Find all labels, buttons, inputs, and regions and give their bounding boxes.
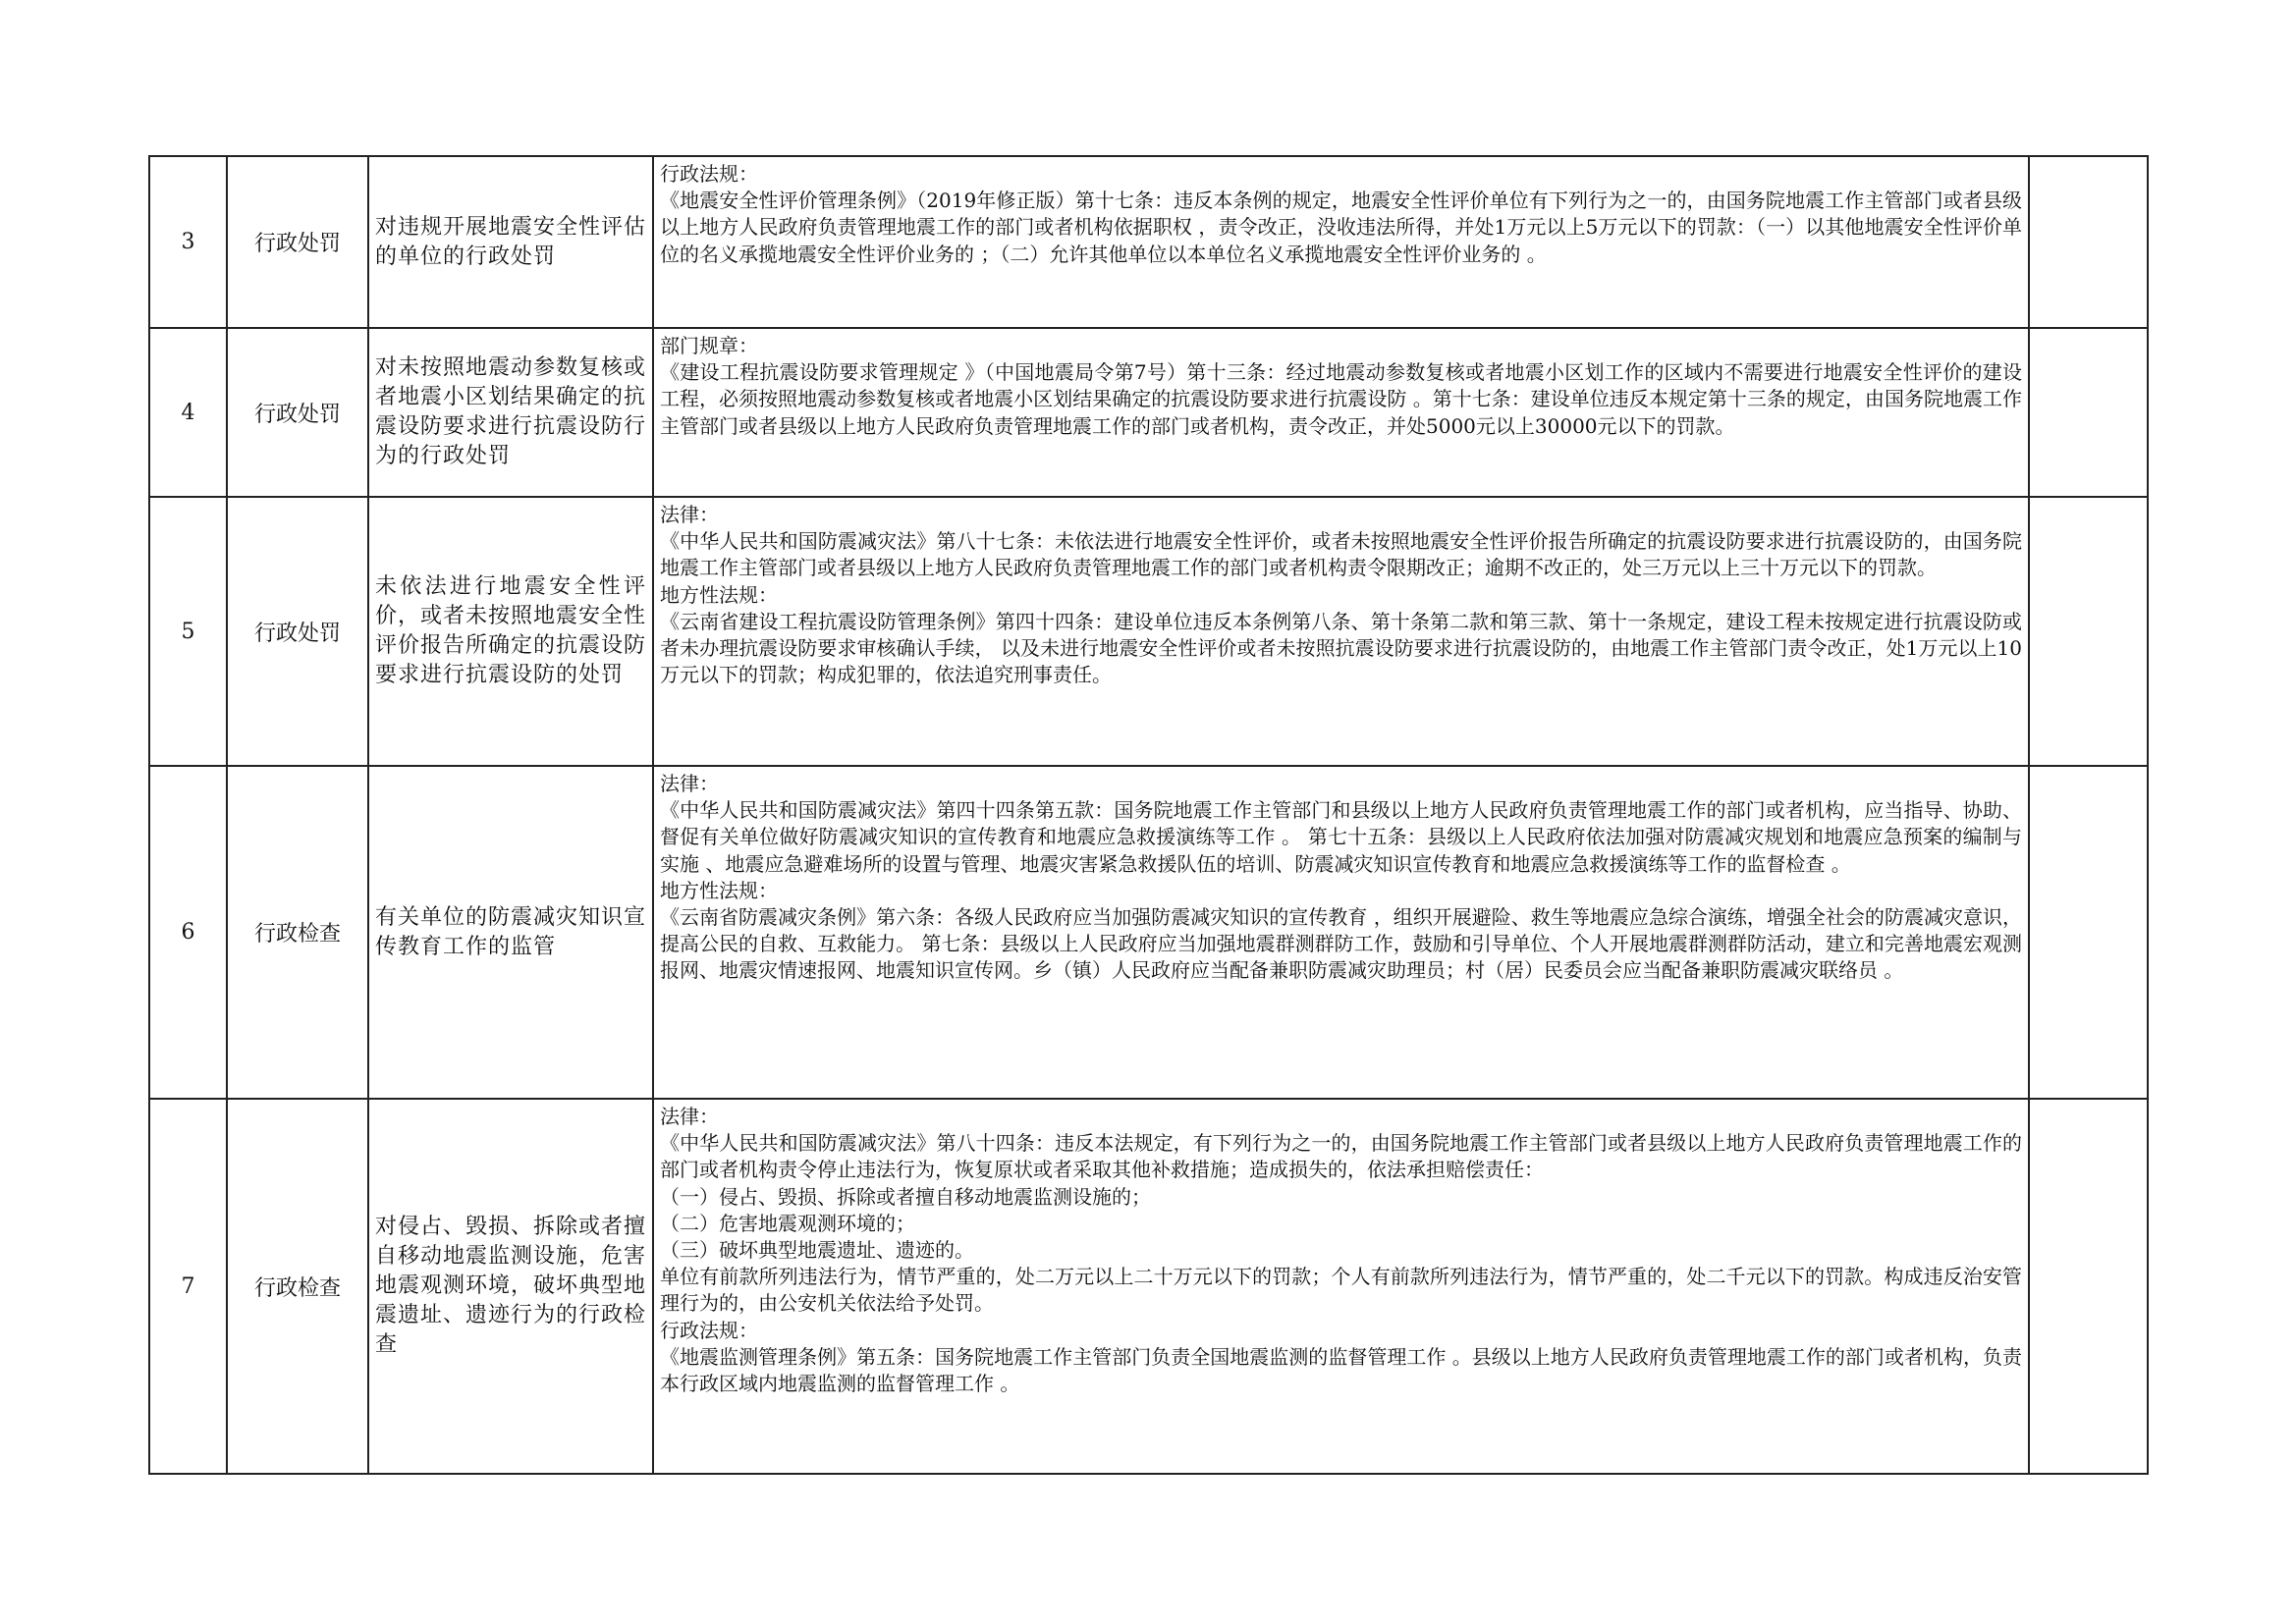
row-note bbox=[2029, 497, 2148, 766]
row-basis bbox=[653, 766, 2029, 1099]
basis-line: 《地震监测管理条例》第五条：国务院地震工作主管部门负责全国地震监测的监督管理工作 。县级以上地方人民政府负责管理地震工作的部门或者机构，负责本行政区域内地震监测的监督管理工作 。 bbox=[660, 1344, 2022, 1396]
document-page bbox=[148, 155, 2147, 1475]
basis-line: 法律： bbox=[660, 772, 719, 795]
row-item: 对违规开展地震安全性评估的单位的行政处罚 bbox=[368, 156, 653, 328]
row-type: 行政处罚 bbox=[227, 497, 368, 766]
row-type: 行政检查 bbox=[227, 1099, 368, 1474]
table-row bbox=[149, 1099, 2148, 1474]
table-row bbox=[149, 156, 2148, 328]
row-note bbox=[2029, 1099, 2148, 1474]
table-row bbox=[149, 766, 2148, 1099]
row-basis bbox=[653, 328, 2029, 497]
row-basis bbox=[653, 1099, 2029, 1474]
basis-line: 部门规章： bbox=[660, 334, 758, 357]
basis-line: 地方性法规： bbox=[660, 878, 778, 902]
table-row bbox=[149, 328, 2148, 497]
basis-line: 地方性法规： bbox=[660, 582, 778, 607]
basis-line: 《云南省防震减灾条例》第六条：各级人民政府应当加强防震减灾知识的宣传教育 ，组织开展避险、救生等地震应急综合演练，增强全社会的防震减灾意识，提高公民的自救、互救能力。 第七条：县级以上人民政府应当加强地震群测群防工作，鼓励和引导单位、个人开展地震群测群防活动，建立和完善地震宏观测报网、地震灾情速报网、地震知识宣传网。乡（镇）人民政府应当配备兼职防震减灾助理员；村（居）民委员会应当配备兼职防震减灾联络员 。 bbox=[660, 905, 2022, 983]
basis-line: 《中华人民共和国防震减灾法》第八十四条：违反本法规定，有下列行为之一的，由国务院地震工作主管部门或者县级以上地方人民政府负责管理地震工作的部门或者机构责令停止违法行为，恢复原状或者采取其他补救措施；造成损失的，依法承担赔偿责任： bbox=[660, 1131, 2022, 1182]
basis-line: 法律： bbox=[660, 1105, 719, 1128]
row-type: 行政处罚 bbox=[227, 156, 368, 328]
row-item: 对侵占、毁损、拆除或者擅自移动地震监测设施，危害地震观测环境，破坏典型地震遗址、遗迹行为的行政检查 bbox=[368, 1099, 653, 1474]
basis-line: 《地震安全性评价管理条例》（2019年修正版）第十七条：违反本条例的规定，地震安全性评价单位有下列行为之一的，由国务院地震工作主管部门或者县级以上地方人民政府负责管理地震工作的部门或者机构依据职权 ，责令改正，没收违法所得，并处1万元以上5万元以下的罚款：（一）以其他地震安全性评价单位的名义承揽地震安全性评价业务的 ；（二）允许其他单位以本单位名义承揽地震安全性评价业务的 。 bbox=[660, 189, 2022, 266]
row-item: 有关单位的防震减灾知识宣传教育工作的监管 bbox=[368, 766, 653, 1099]
row-note bbox=[2029, 156, 2148, 328]
row-note bbox=[2029, 766, 2148, 1099]
basis-line: （三）破坏典型地震遗址、遗迹的。 bbox=[660, 1238, 974, 1263]
row-item: 未依法进行地震安全性评价，或者未按照地震安全性评价报告所确定的抗震设防要求进行抗震设防的处罚 bbox=[368, 497, 653, 766]
row-number: 6 bbox=[149, 766, 227, 1099]
row-type: 行政检查 bbox=[227, 766, 368, 1099]
basis-line: （一）侵占、毁损、拆除或者擅自移动地震监测设施的； bbox=[660, 1184, 1151, 1209]
table-row bbox=[149, 497, 2148, 766]
basis-line: 单位有前款所列违法行为，情节严重的，处二万元以上二十万元以下的罚款；个人有前款所列违法行为，情节严重的，处二千元以下的罚款。构成违反治安管理行为的，由公安机关依法给予处罚。 bbox=[660, 1265, 2022, 1316]
basis-line: 《中华人民共和国防震减灾法》第四十四条第五款：国务院地震工作主管部门和县级以上地方人民政府负责管理地震工作的部门或者机构，应当指导、协助、督促有关单位做好防震减灾知识的宣传教育和地震应急救援演练等工作 。 第七十五条：县级以上人民政府依法加强对防震减灾规划和地震应急预案的编制与实施 、地震应急避难场所的设置与管理、地震灾害紧急救援队伍的培训、防震减灾知识宣传教育和地震应急救援演练等工作的监督检查 。 bbox=[660, 798, 2022, 876]
row-item: 对未按照地震动参数复核或者地震小区划结果确定的抗震设防要求进行抗震设防行为的行政处罚 bbox=[368, 328, 653, 497]
enforcement-table bbox=[148, 155, 2149, 1475]
row-note bbox=[2029, 328, 2148, 497]
row-basis bbox=[653, 497, 2029, 766]
row-number: 7 bbox=[149, 1099, 227, 1474]
basis-line: 行政法规： bbox=[660, 1318, 758, 1342]
basis-line: 《云南省建设工程抗震设防管理条例》第四十四条：建设单位违反本条例第八条、第十条第二款和第三款、第十一条规定，建设工程未按规定进行抗震设防或者未办理抗震设防要求审核确认手续， 以及未进行地震安全性评价或者未按照抗震设防要求进行抗震设防的，由地震工作主管部门责令改正，处1万元以上10万元以下的罚款；构成犯罪的，依法追究刑事责任。 bbox=[660, 609, 2022, 687]
basis-line: 《中华人民共和国防震减灾法》第八十七条：未依法进行地震安全性评价，或者未按照地震安全性评价报告所确定的抗震设防要求进行抗震设防的，由国务院地震工作主管部门或者县级以上地方人民政府负责管理地震工作的部门或者机构责令限期改正；逾期不改正的，处三万元以上三十万元以下的罚款。 bbox=[660, 529, 2022, 580]
row-number: 3 bbox=[149, 156, 227, 328]
row-basis bbox=[653, 156, 2029, 328]
basis-line: 法律： bbox=[660, 503, 719, 526]
row-number: 4 bbox=[149, 328, 227, 497]
basis-line: 行政法规： bbox=[660, 162, 758, 186]
row-number: 5 bbox=[149, 497, 227, 766]
basis-line: （二）危害地震观测环境的； bbox=[660, 1211, 915, 1235]
row-type: 行政处罚 bbox=[227, 328, 368, 497]
basis-line: 《建设工程抗震设防要求管理规定 》（中国地震局令第7号）第十三条：经过地震动参数复核或者地震小区划工作的区域内不需要进行地震安全性评价的建设工程，必须按照地震动参数复核或者地震小区划结果确定的抗震设防要求进行抗震设防 。第十七条：建设单位违反本规定第十三条的规定，由国务院地震工作主管部门或者县级以上地方人民政府负责管理地震工作的部门或者机构，责令改正，并处5000元以上30000元以下的罚款。 bbox=[660, 360, 2022, 438]
